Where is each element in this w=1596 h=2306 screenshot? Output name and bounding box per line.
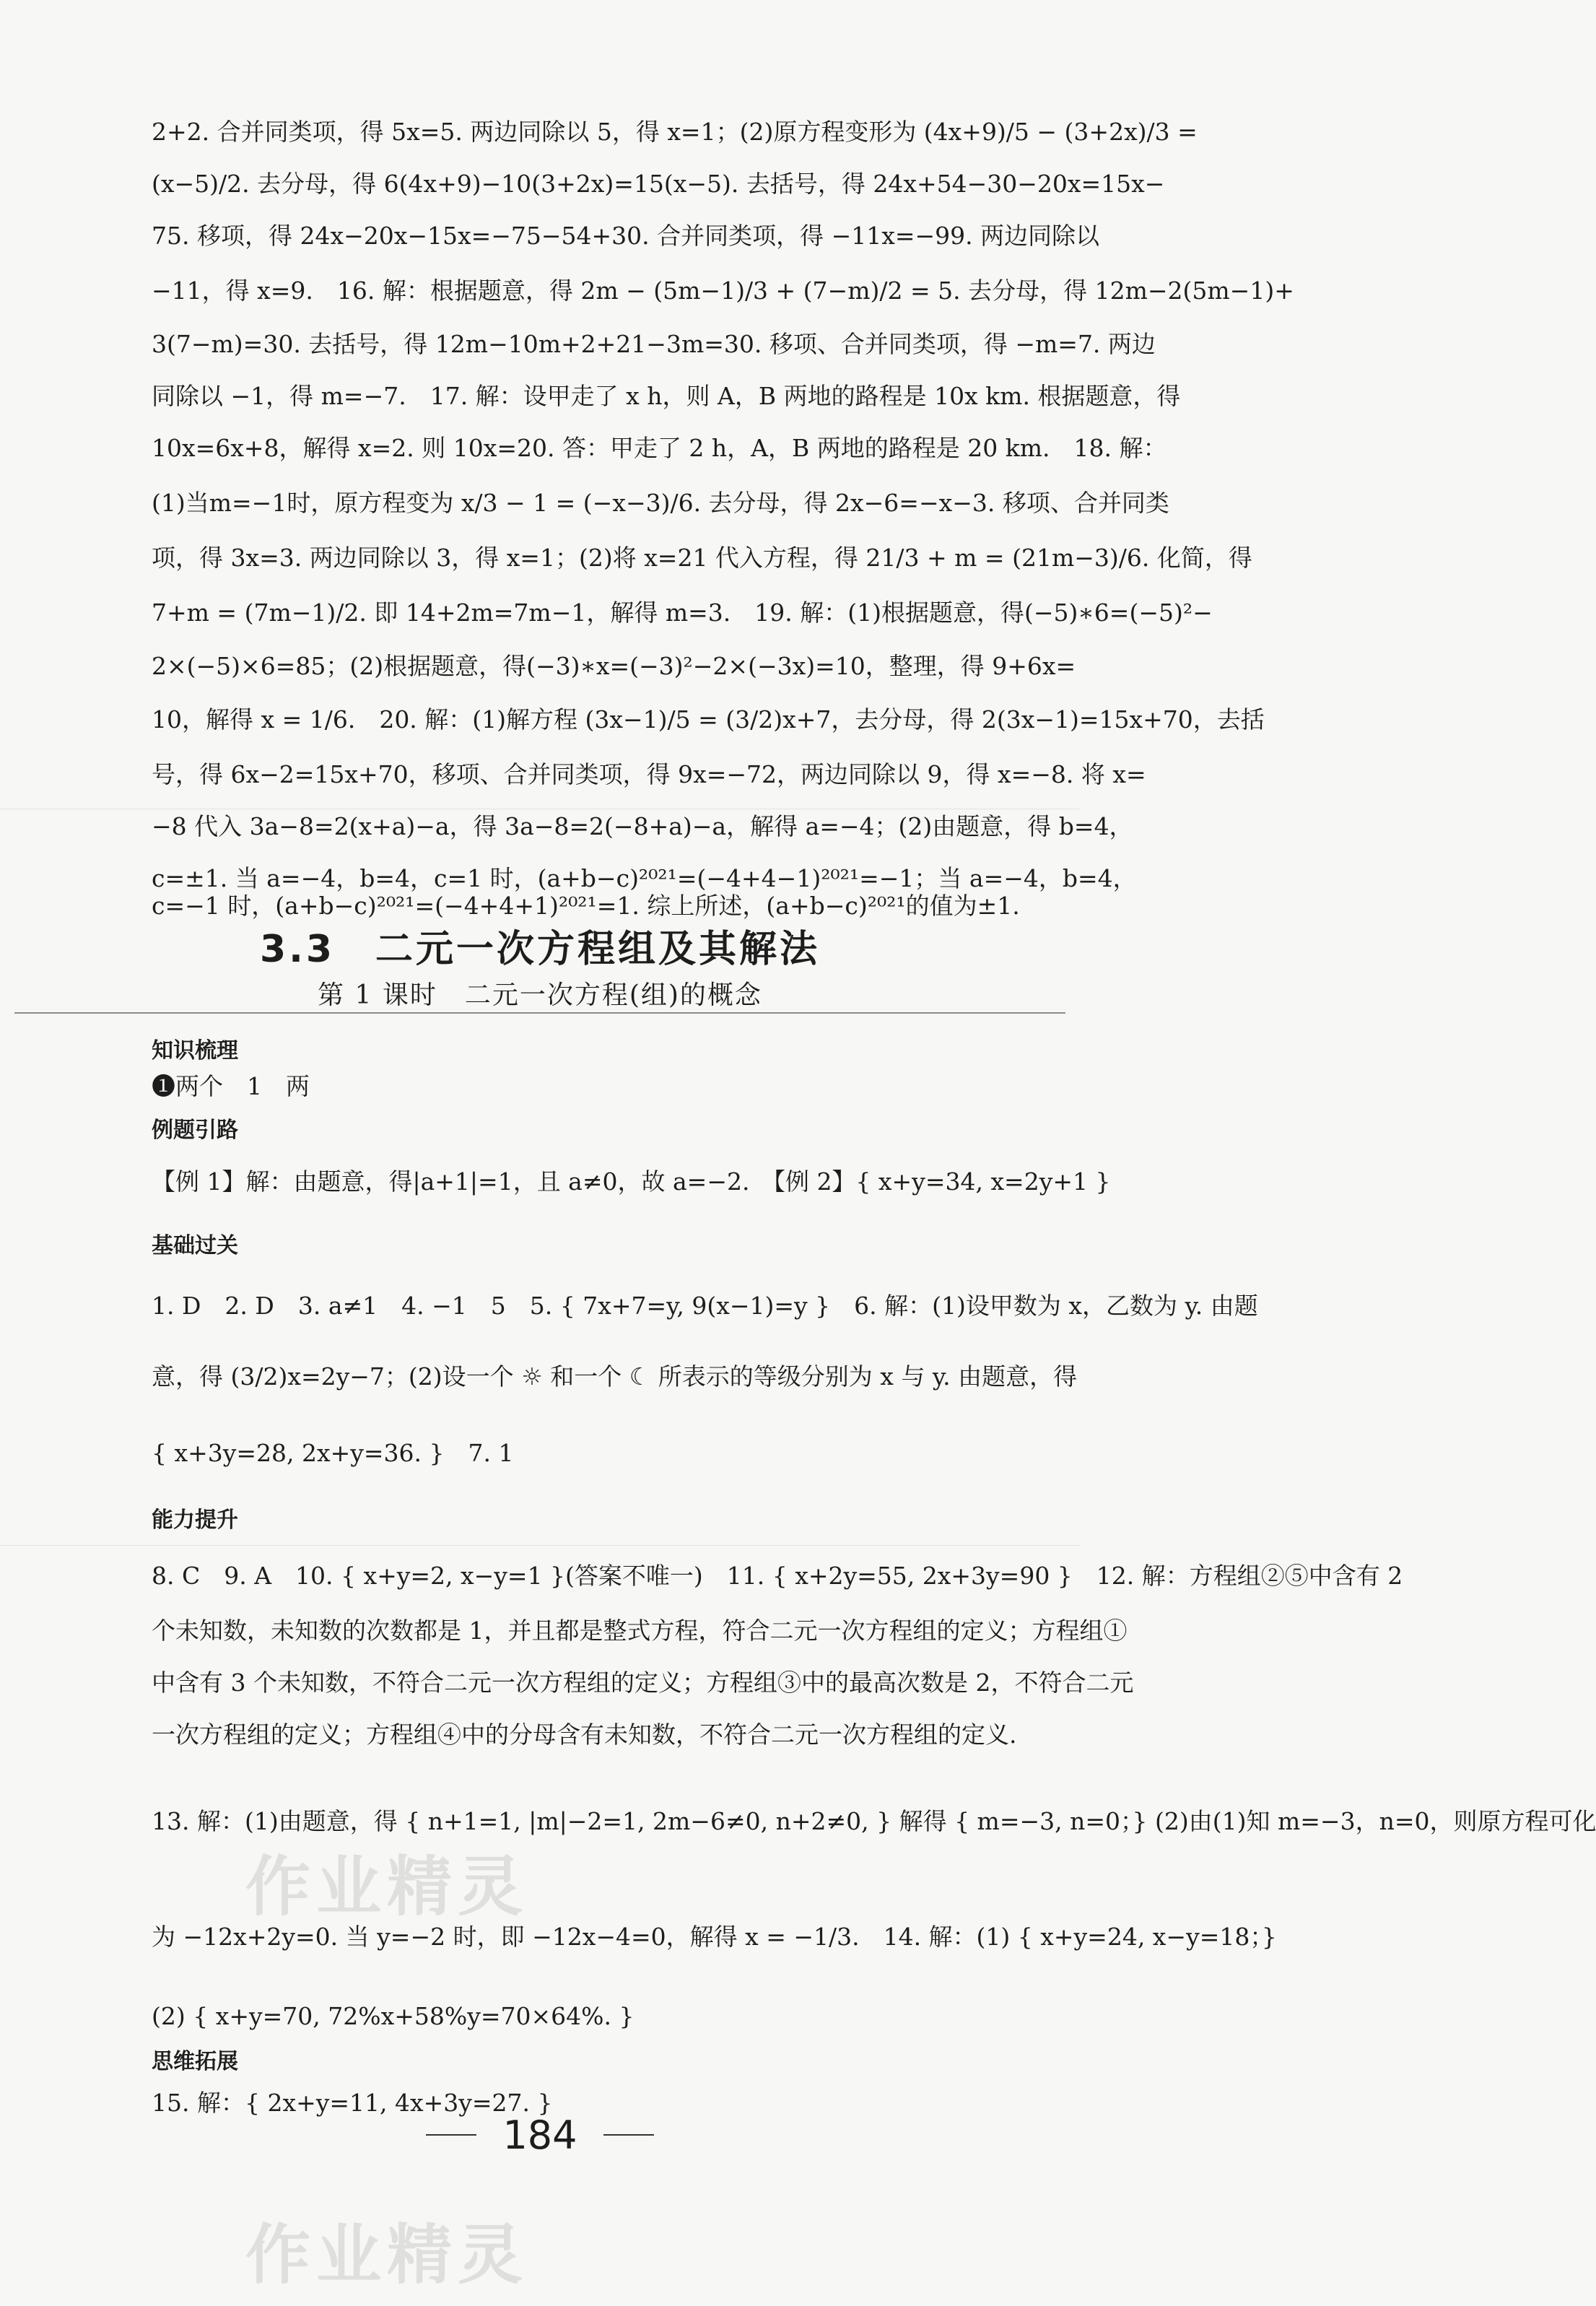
solution-line: 号，得 6x−2=15x+70，移项、合并同类项，得 9x=−72，两边同除以 9，得 x=−8. 将 x= [152,760,1146,788]
section-label-ability: 能力提升 [152,1507,238,1533]
ability-line: 一次方程组的定义；方程组④中的分母含有未知数，不符合二元一次方程组的定义. [152,1720,1017,1749]
heading-divider [14,1012,1065,1014]
page-number-dash [603,2134,654,2136]
solution-line: 3(7−m)=30. 去括号，得 12m−10m+2+21−3m=30. 移项、合并同类项，得 −m=7. 两边 [152,330,1156,358]
basic-line: 意，得 (3/2)x=2y−7；(2)设一个 ☼ 和一个 ☾ 所表示的等级分别为 x 与 y. 由题意，得 [152,1362,1078,1391]
example-answers: 【例 1】解：由题意，得|a+1|=1，且 a≠0，故 a=−2. 【例 2】{ x+y=34, x=2y+1 } [152,1167,1111,1196]
section-label-example: 例题引路 [152,1118,238,1143]
ability-line: 个未知数，未知数的次数都是 1，并且都是整式方程，符合二元一次方程组的定义；方程组① [152,1617,1128,1645]
page-number: 184 [502,2113,577,2158]
solution-line: 10，解得 x = 1/6. 20. 解：(1)解方程 (3x−1)/5 = (3/2)x+7，去分母，得 2(3x−1)=15x+70，去括 [152,705,1265,734]
solution-line: −8 代入 3a−8=2(x+a)−a，得 3a−8=2(−8+a)−a，解得 a=−4；(2)由题意，得 b=4， [152,812,1133,840]
watermark: 作业精灵 [245,2217,528,2293]
solution-line: (1)当m=−1时，原方程变为 x/3 − 1 = (−x−3)/6. 去分母，得 2x−6=−x−3. 移项、合并同类 [152,489,1169,517]
knowledge-answers: ❶两个 1 两 [152,1072,310,1100]
solution-line: 同除以 −1，得 m=−7. 17. 解：设甲走了 x h，则 A，B 两地的路程是 10x km. 根据题意，得 [152,382,1181,410]
ability-line: (2) { x+y=70, 72%x+58%y=70×64%. } [152,2002,635,2030]
solution-line: c=±1. 当 a=−4，b=4，c=1 时，(a+b−c)²⁰²¹=(−4+4−1)²⁰²¹=−1；当 a=−4，b=4， [152,864,1137,892]
solution-line: 10x=6x+8，解得 x=2. 则 10x=20. 答：甲走了 2 h，A，B 两地的路程是 20 km. 18. 解： [152,434,1167,462]
solution-line: (x−5)/2. 去分母，得 6(4x+9)−10(3+2x)=15(x−5). 去括号，得 24x+54−30−20x=15x− [152,170,1165,198]
section-label-basic: 基础过关 [152,1233,238,1258]
basic-line: { x+3y=28, 2x+y=36. } 7. 1 [152,1439,514,1467]
solution-line: 项，得 3x=3. 两边同除以 3，得 x=1；(2)将 x=21 代入方程，得 21/3 + m = (21m−3)/6. 化简，得 [152,544,1252,572]
ability-line: 为 −12x+2y=0. 当 y=−2 时，即 −12x−4=0，解得 x = −1/3. 14. 解：(1) { x+y=24, x−y=18；} [152,1923,1277,1951]
solution-line: c=−1 时，(a+b−c)²⁰²¹=(−4+4+1)²⁰²¹=1. 综上所述，(a+b−c)²⁰²¹的值为±1. [152,892,1020,920]
section-label-thinking: 思维拓展 [152,2049,238,2074]
solution-line: 75. 移项，得 24x−20x−15x=−75−54+30. 合并同类项，得 −11x=−99. 两边同除以 [152,222,1100,250]
solution-line: 7+m = (7m−1)/2. 即 14+2m=7m−1，解得 m=3. 19. 解：(1)根据题意，得(−5)∗6=(−5)²− [152,599,1213,627]
solution-line: 2×(−5)×6=85；(2)根据题意，得(−3)∗x=(−3)²−2×(−3x)=10，整理，得 9+6x= [152,652,1076,680]
scan-artifact [0,1545,1080,1546]
ability-line: 13. 解：(1)由题意，得 { n+1=1, |m|−2=1, 2m−6≠0, n+2≠0, } 解得 { m=−3, n=0；} (2)由(1)知 m=−3，n=0，则原方程可化 [152,1807,1596,1835]
section-label-knowledge: 知识梳理 [152,1038,238,1063]
basic-line: 1. D 2. D 3. a≠1 4. −1 5 5. { 7x+7=y, 9(x−1)=y } 6. 解：(1)设甲数为 x，乙数为 y. 由题 [152,1292,1258,1320]
thinking-line: 15. 解：{ 2x+y=11, 4x+3y=27. } [152,2089,553,2117]
lesson-subheading: 第 1 课时 二元一次方程(组)的概念 [318,980,762,1010]
section-heading: 3.3 二元一次方程组及其解法 [259,928,821,971]
solution-line: 2+2. 合并同类项，得 5x=5. 两边同除以 5，得 x=1；(2)原方程变形为 (4x+9)/5 − (3+2x)/3 = [152,118,1198,146]
ability-line: 8. C 9. A 10. { x+y=2, x−y=1 }(答案不唯一) 11. { x+2y=55, 2x+3y=90 } 12. 解：方程组②⑤中含有 2 [152,1562,1403,1590]
solution-line: −11，得 x=9. 16. 解：根据题意，得 2m − (5m−1)/3 + (7−m)/2 = 5. 去分母，得 12m−2(5m−1)+ [152,277,1294,305]
ability-line: 中含有 3 个未知数，不符合二元一次方程组的定义；方程组③中的最高次数是 2，不符合二元 [152,1668,1134,1697]
watermark: 作业精灵 [245,1849,528,1925]
